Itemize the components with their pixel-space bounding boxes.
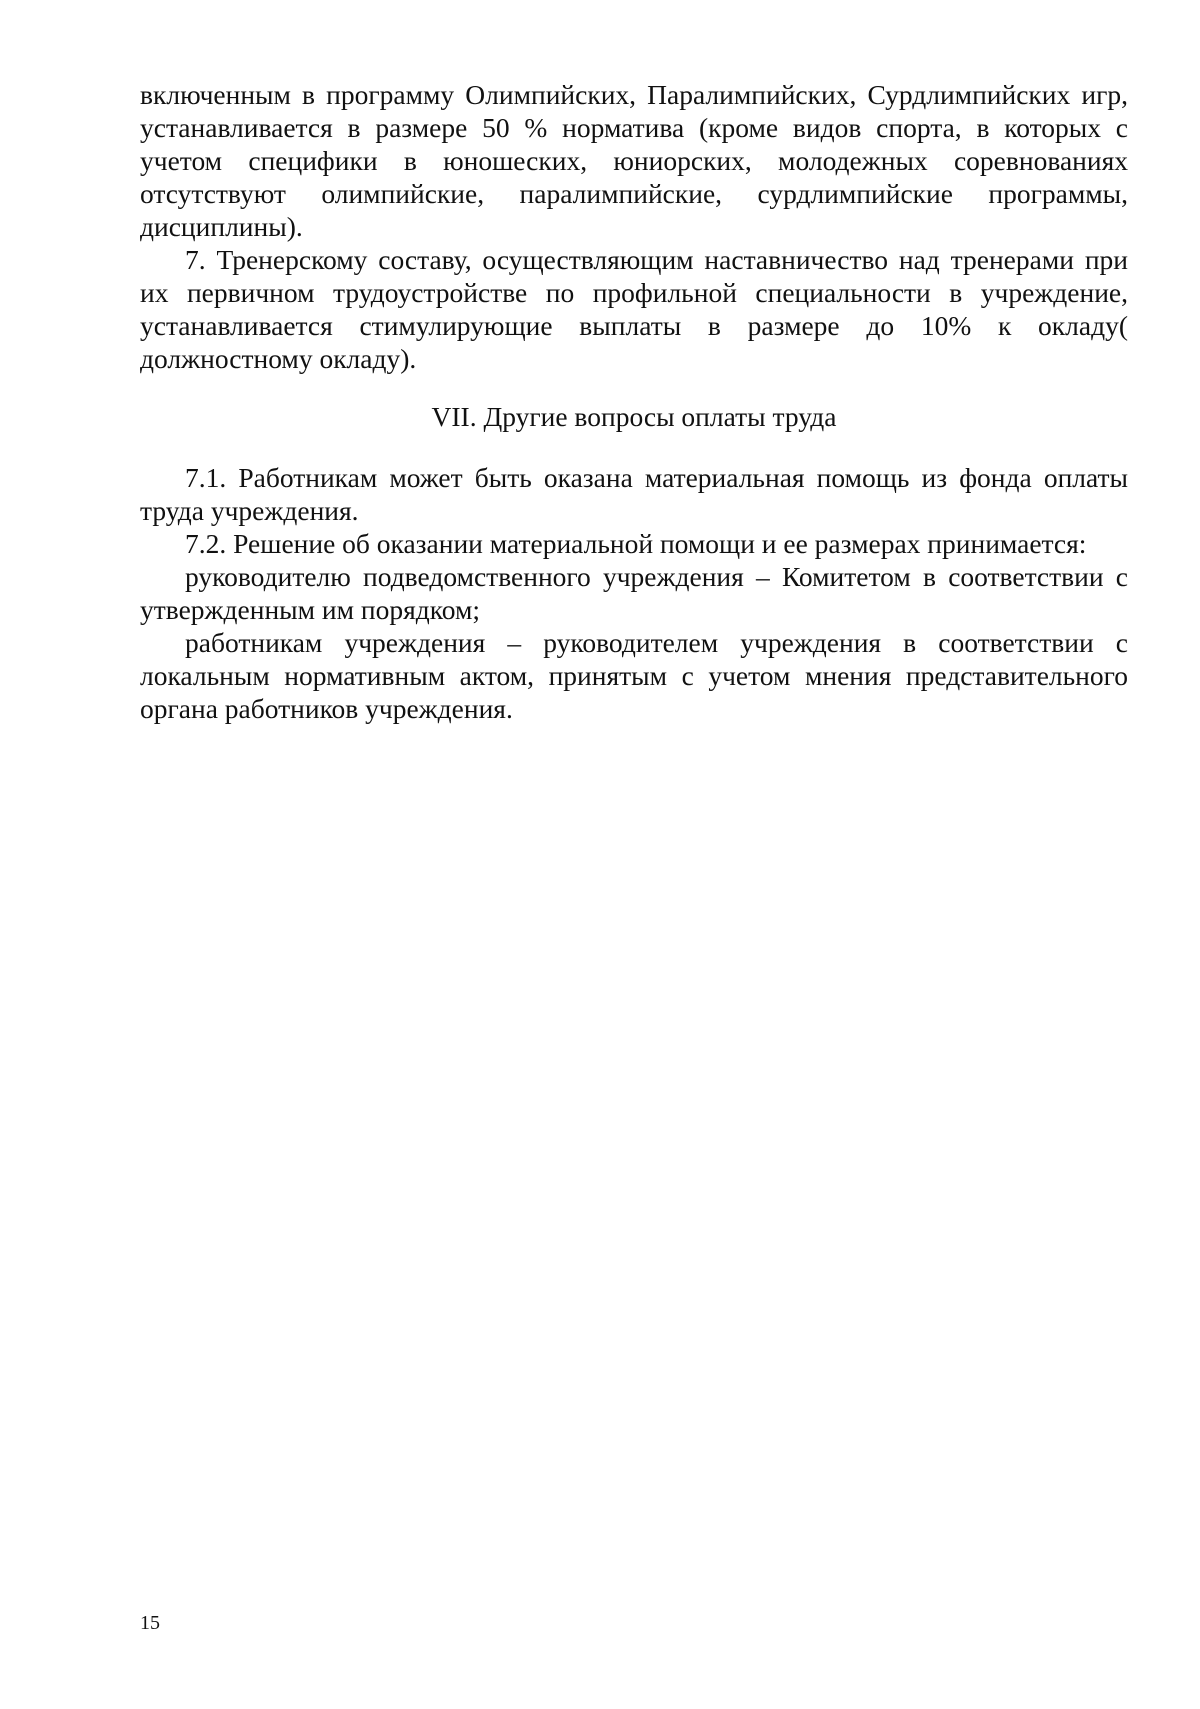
paragraph-7: 7. Тренерскому составу, осуществляющим наставничество над тренерами при их первичном трудоустройстве по профильной специальности в учреждение, устанавливается стимулирующие выплаты в размере до 10% к окладу( должностному окладу).	[140, 244, 1128, 374]
paragraph-continuation: включенным в программу Олимпийских, Паралимпийских, Сурдлимпийских игр, устанавливается в размере 50 % норматива (кроме видов спорта, в которых с учетом специфики в юношеских, юниорских, молодежных соревнованиях отсутствуют олимпийские, паралимпийские, сурдлимпийские программы, дисциплины).	[140, 79, 1128, 242]
paragraph-7-2-a: руководителю подведомственного учреждения – Комитетом в соответствии с утвержденным им порядком;	[140, 561, 1128, 625]
document-body	[140, 78, 1128, 725]
section-heading: VII. Другие вопросы оплаты труда	[431, 401, 837, 432]
paragraph-7-2-b: работникам учреждения – руководителем учреждения в соответствии с локальным нормативным актом, принятым с учетом мнения представительного органа работников учреждения.	[140, 627, 1128, 724]
page-number: 15	[140, 1612, 160, 1634]
paragraph-7-1: 7.1. Работникам может быть оказана материальная помощь из фонда оплаты труда учреждения.	[140, 462, 1128, 526]
paragraph-7-2: 7.2. Решение об оказании материальной помощи и ее размерах принимается:	[185, 528, 1087, 559]
